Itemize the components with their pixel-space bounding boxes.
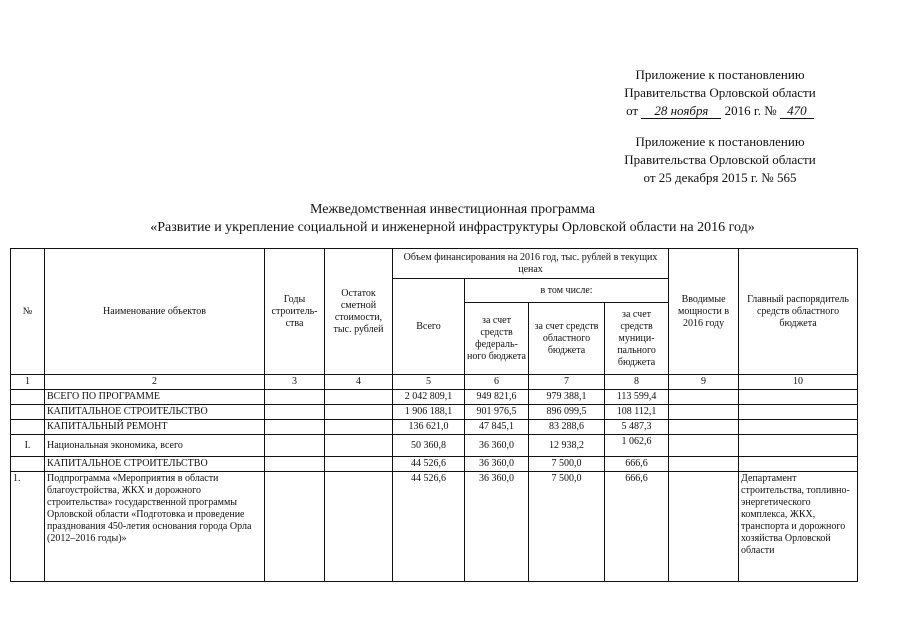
- row-years: [265, 435, 325, 457]
- row-years: [265, 472, 325, 582]
- investment-table: [10, 248, 858, 582]
- header-including: в том числе:: [465, 279, 669, 303]
- header-regional: за счет средств областного бюджета: [529, 303, 605, 375]
- row-capacity: [669, 472, 739, 582]
- row-no: I.: [11, 435, 45, 457]
- row-total: 1 906 188,1: [393, 405, 465, 420]
- row-municipal: 5 487,3: [605, 420, 669, 435]
- table-row: [11, 420, 858, 435]
- row-no: [11, 457, 45, 472]
- header-federal: за счет средств федераль-ного бюджета: [465, 303, 529, 375]
- title-line: Межведомственная инвестиционная программа: [310, 202, 595, 217]
- row-capacity: [669, 405, 739, 420]
- row-remaining: [325, 405, 393, 420]
- row-name: Национальная экономика, всего: [45, 435, 265, 457]
- row-name: Подпрограмма «Мероприятия в области благоустройства, ЖКХ и дорожного строительства» государственной программы Орловской области «Подготовка и проведение празднования 450-летия основания города Орла (2012–2016 годы)»: [45, 472, 265, 582]
- table-row: [11, 435, 858, 457]
- row-capacity: [669, 435, 739, 457]
- row-regional: 896 099,5: [529, 405, 605, 420]
- row-years: [265, 390, 325, 405]
- row-total: 44 526,6: [393, 457, 465, 472]
- row-manager: [739, 405, 858, 420]
- row-federal: 36 360,0: [465, 472, 529, 582]
- row-name: ВСЕГО ПО ПРОГРАММЕ: [45, 390, 265, 405]
- row-remaining: [325, 457, 393, 472]
- col-index: 4: [325, 375, 393, 390]
- row-total: 44 526,6: [393, 472, 465, 582]
- handwritten-number: 470: [780, 103, 814, 119]
- row-regional: 7 500,0: [529, 472, 605, 582]
- col-index: 8: [605, 375, 669, 390]
- appendix-line: Приложение к постановлению: [635, 134, 805, 149]
- header-years: Годы строитель-ства: [265, 249, 325, 375]
- row-capacity: [669, 390, 739, 405]
- row-name: КАПИТАЛЬНОЕ СТРОИТЕЛЬСТВО: [45, 457, 265, 472]
- row-regional: 12 938,2: [529, 435, 605, 457]
- appendix-line: Правительства Орловской области: [624, 85, 816, 100]
- table-row: [11, 457, 858, 472]
- row-federal: 36 360,0: [465, 457, 529, 472]
- date-year: 2016 г. №: [724, 103, 777, 118]
- row-manager: [739, 390, 858, 405]
- row-total: 2 042 809,1: [393, 390, 465, 405]
- col-index: 2: [45, 375, 265, 390]
- row-no: [11, 420, 45, 435]
- row-total: 50 360,8: [393, 435, 465, 457]
- row-manager: [739, 457, 858, 472]
- column-index-row: [11, 375, 858, 390]
- col-index: 10: [739, 375, 858, 390]
- row-manager: Департамент строительства, топливно-энергетического комплекса, ЖКХ, транспорта и дорожного хозяйства Орловской области: [739, 472, 858, 582]
- appendix-line: Правительства Орловской области: [624, 152, 816, 167]
- header-municipal: за счет средств муници-пального бюджета: [605, 303, 669, 375]
- handwritten-date: 28 ноября: [641, 103, 721, 119]
- col-index: 5: [393, 375, 465, 390]
- col-index: 6: [465, 375, 529, 390]
- header-name: Наименование объектов: [45, 249, 265, 375]
- row-municipal: 666,6: [605, 472, 669, 582]
- row-federal: 901 976,5: [465, 405, 529, 420]
- row-years: [265, 420, 325, 435]
- row-no: 1.: [11, 472, 45, 582]
- row-federal: 47 845,1: [465, 420, 529, 435]
- document-title: [0, 201, 905, 237]
- col-index: 7: [529, 375, 605, 390]
- row-municipal: 666,6: [605, 457, 669, 472]
- row-remaining: [325, 435, 393, 457]
- row-remaining: [325, 472, 393, 582]
- col-index: 9: [669, 375, 739, 390]
- row-no: [11, 390, 45, 405]
- appendix-line: Приложение к постановлению: [635, 67, 805, 82]
- appendix-header-previous: [560, 133, 880, 187]
- row-municipal: 108 112,1: [605, 405, 669, 420]
- date-prefix: от: [626, 103, 639, 118]
- appendix-line: от 25 декабря 2015 г. № 565: [643, 170, 797, 185]
- row-years: [265, 405, 325, 420]
- row-regional: 83 288,6: [529, 420, 605, 435]
- row-federal: 949 821,6: [465, 390, 529, 405]
- row-remaining: [325, 420, 393, 435]
- header-financing: Объем финансирования на 2016 год, тыс. рублей в текущих ценах: [393, 249, 669, 279]
- col-index: 1: [11, 375, 45, 390]
- table-row: [11, 390, 858, 405]
- row-capacity: [669, 420, 739, 435]
- table-row: [11, 472, 858, 582]
- table-row: [11, 405, 858, 420]
- appendix-date-line: [560, 102, 880, 120]
- row-municipal: 113 599,4: [605, 390, 669, 405]
- row-federal: 36 360,0: [465, 435, 529, 457]
- row-remaining: [325, 390, 393, 405]
- header-no: №: [11, 249, 45, 375]
- row-manager: [739, 420, 858, 435]
- row-years: [265, 457, 325, 472]
- header-total: Всего: [393, 279, 465, 375]
- row-manager: [739, 435, 858, 457]
- header-capacity: Вводимые мощности в 2016 году: [669, 249, 739, 375]
- row-name: КАПИТАЛЬНЫЙ РЕМОНТ: [45, 420, 265, 435]
- row-municipal: 1 062,6: [605, 435, 669, 457]
- row-no: [11, 405, 45, 420]
- header-remaining: Остаток сметной стоимости, тыс. рублей: [325, 249, 393, 375]
- appendix-header-current: [560, 66, 880, 120]
- title-line: «Развитие и укрепление социальной и инженерной инфраструктуры Орловской области на 2016 год»: [150, 220, 755, 235]
- row-capacity: [669, 457, 739, 472]
- row-regional: 7 500,0: [529, 457, 605, 472]
- col-index: 3: [265, 375, 325, 390]
- header-manager: Главный распорядитель средств областного бюджета: [739, 249, 858, 375]
- row-name: КАПИТАЛЬНОЕ СТРОИТЕЛЬСТВО: [45, 405, 265, 420]
- row-total: 136 621,0: [393, 420, 465, 435]
- row-regional: 979 388,1: [529, 390, 605, 405]
